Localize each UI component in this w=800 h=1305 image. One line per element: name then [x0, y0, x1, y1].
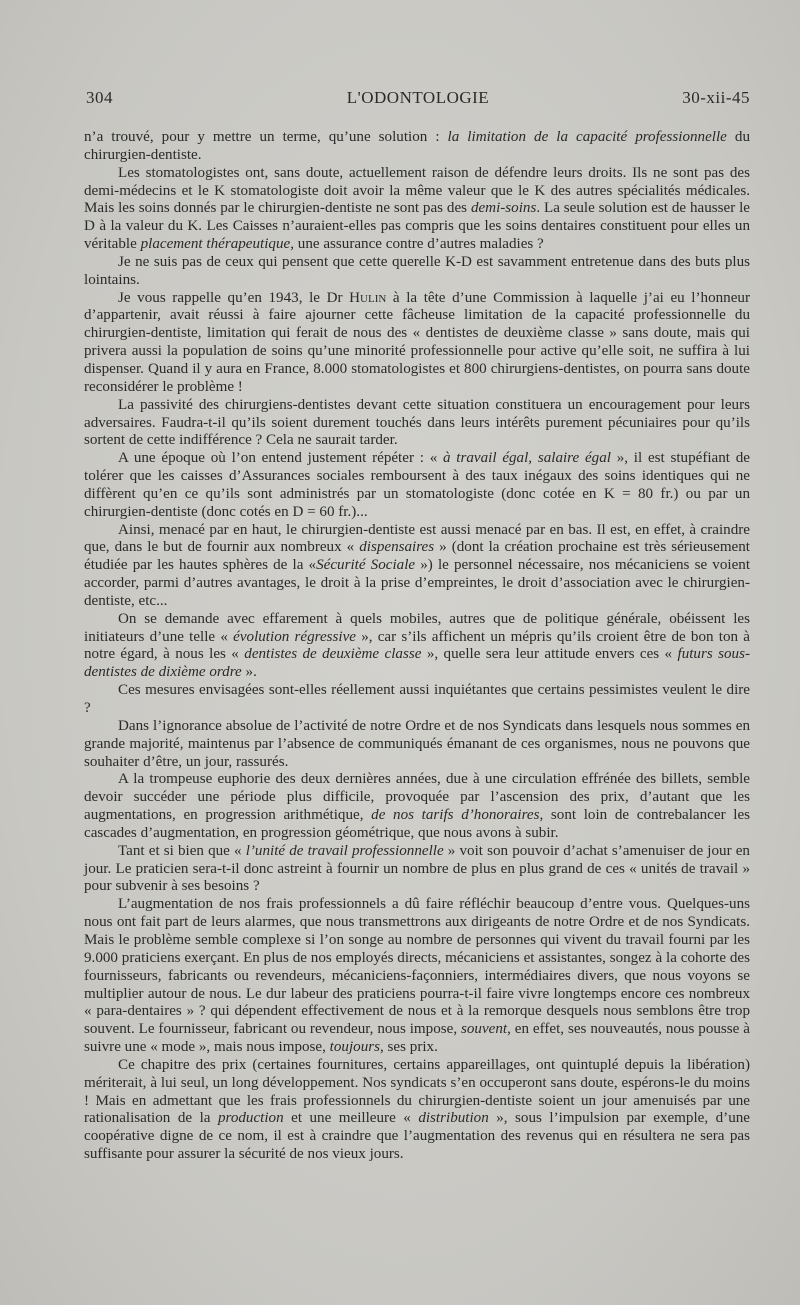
paragraph: [84, 682, 750, 718]
italic-text: évolution régressive: [233, 628, 356, 645]
paragraph: [84, 843, 750, 897]
italic-text: de nos tarifs d’honoraires: [371, 807, 540, 824]
text-run: Je ne suis pas de ceux qui pensent que cette querelle K-D est savamment entretenue dans des buts plus lointains.: [84, 253, 750, 288]
italic-text: la limitation de la capacité professionnelle: [447, 129, 727, 145]
italic-text: Sécurité Sociale: [316, 557, 416, 574]
italic-text: demi-soins: [470, 200, 537, 217]
paragraph: [84, 165, 750, 254]
italic-text: distribution: [418, 1110, 489, 1127]
text-run: L’augmentation de nos frais professionnels a dû faire réfléchir beaucoup d’entre vous. Quelques-uns nous ont fait part de leurs alarmes, que nous transmettrons aux dirigeants de notre Ordre et de nos Syndicats. Mais le problème semble complexe si l’on songe au nombre de personnes qui vivent du travail fourni par les 9.000 praticiens exerçant. En plus de nos employés directs, mécaniciens et assistantes, songez à la cohorte des fournisseurs, fabricants ou revendeurs, mécaniciens-façonniers, intermédiaires divers, que nous voyons se multiplier autour de nous. Le dur labeur des praticiens pourra-t-il faire vivre longtemps encore ces nombreux « para-dentaires » ? qui dépendent effectivement de nous et à la remorque desquels nous semblons être trop souvent. Le fournisseur, fabricant ou revendeur, nous impose,: [84, 896, 750, 1038]
text-run: », il est stupéfiant de tolérer que les caisses d’Assurances sociales remboursent à des taux inégaux des soins identiques qui ne diffèrent qu’en ce qu’ils sont administrés par un stomatologiste (donc cotée en K = 80 fr.) ou par un chirurgien-dentiste (donc cotés en D = 60 fr.)...: [84, 450, 750, 520]
text-run: et une meilleure «: [283, 1110, 419, 1127]
paragraph: [84, 1057, 750, 1164]
text-run: , ses prix.: [380, 1039, 438, 1056]
paragraph: [84, 450, 750, 521]
text-run: », car s’ils affichent un mépris qu’ils croient être de bon ton à notre égard, à nous les «: [84, 628, 750, 663]
text-run: Ces mesures envisagées sont-elles réellement aussi inquiétantes que certains pessimistes veulent le dire ?: [84, 682, 750, 716]
text-run: Je vous rappelle qu’en 1943, le Dr: [118, 289, 350, 306]
small-caps-name: Hulin: [349, 289, 387, 306]
text-run: . La seule solution est de hausser le D à la valeur du K. Les Caisses n’auraient-elles pas compris que les soins dentaires constituent pour elles un véritable: [84, 200, 750, 253]
page-number: 304: [86, 88, 113, 107]
text-run: ») le personnel nécessaire, nos mécaniciens se voient accorder, parmi d’autres avantages, le droit à la prise d’empreintes, le droit d’association avec le chirurgien-dentiste, etc...: [84, 557, 751, 609]
italic-text: placement thérapeutique: [140, 236, 291, 253]
paragraph: [84, 254, 750, 290]
text-run: » (dont la création prochaine est très sérieusement étudiée par les hautes sphères de la «: [84, 539, 750, 574]
text-run: n’a trouvé, pour y mettre un terme, qu’une solution :: [84, 129, 448, 145]
paragraph: [84, 522, 750, 611]
paragraph: [84, 611, 750, 682]
italic-text: à travail égal, salaire égal: [443, 450, 611, 467]
text-run: à la tête d’une Commission à laquelle j’ai eu l’honneur d’appartenir, avait réussi à faire ajourner cette fâcheuse limitation de la capacité professionnelle du chirurgien-dentiste, limitation qui ferait de nous des « dentistes de deuxième classe » sans doute, mais qui privera aussi la population de soins qu’une minorité professionnelle pour active qu’elle soit, ne suffira à lui dispenser. Quand il y aura en France, 8.000 stomatologistes et 800 chirurgiens-dentistes, on pourra sans doute reconsidérer le problème !: [84, 289, 750, 395]
text-run: A la trompeuse euphorie des deux dernières années, due à une circulation effrénée des billets, semble devoir succéder une période plus difficile, provoquée par l’ascension des prix, d’autant que les augmentations, en progression arithmétique,: [84, 771, 750, 824]
text-run: du chirurgien-dentiste.: [84, 129, 750, 163]
text-run: , en effet, ses nouveautés, nous pousse à suivre une « mode », mais nous impose,: [84, 1021, 750, 1056]
italic-text: l’unité de travail professionnelle: [245, 842, 444, 859]
text-run: , une assurance contre d’autres maladies ?: [290, 236, 544, 253]
text-run: Les stomatologistes ont, sans doute, actuellement raison de défendre leurs droits. Ils ne sont pas des demi-médecins et le K stomatologiste doit avoir la même valeur que le K des autres spécialités médicales. Mais les soins donnés par le chirurgien-dentiste ne sont pas des: [84, 164, 750, 217]
text-run: Tant et si bien que «: [118, 842, 246, 859]
text-run: On se demande avec effarement à quels mobiles, autres que de politique générale, obéissent les initiateurs d’une telle «: [84, 610, 750, 645]
paragraph: [84, 290, 750, 397]
paragraph: [84, 129, 750, 165]
italic-text: dentistes de deuxième classe: [244, 646, 422, 663]
italic-text: production: [217, 1110, 284, 1127]
italic-text: toujours: [329, 1039, 380, 1056]
text-run: », sous l’impulsion par exemple, d’une coopérative digne de ce nom, il est à craindre que l’augmentation des revenus qui en résultera ne sera pas suffisante pour assurer la sécurité de nos vieux jours.: [84, 1110, 750, 1163]
text-run: , sont loin de contrebalancer les cascades d’augmentation, en progression géométrique, que nous avons à subir.: [84, 807, 751, 841]
text-run: A une époque où l’on entend justement répéter : «: [118, 450, 443, 467]
text-run: La passivité des chirurgiens-dentistes devant cette situation constituera un encouragement pour leurs adversaires. Faudra-t-il qu’ils soient durement touchés dans leurs intérêts purement pécuniaires pour qu’ils sortent de cette indifférence ? Cela ne saurait tarder.: [84, 396, 750, 449]
text-run: Ainsi, menacé par en haut, le chirurgien-dentiste est aussi menacé par en bas. Il est, en effet, à craindre que, dans le but de fournir aux nombreux «: [84, 521, 750, 556]
italic-text: souvent: [461, 1021, 508, 1038]
paragraph: [84, 896, 750, 1057]
text-run: » voit son pouvoir d’achat s’amenuiser de jour en jour. Le praticien sera-t-il donc astreint à fournir un nombre de plus en plus grand de ces « unités de travail » pour subvenir à ses besoins ?: [84, 842, 750, 895]
text-run: Ce chapitre des prix (certaines fournitures, certains appareillages, ont quintuplé depuis la libération) mériterait, à lui seul, un long développement. Nos syndicats s’en occuperont sans doute, espérons-le du moins ! Mais en admettant que les frais professionnels du chirurgien-dentiste soient un jour amenuisés par une rationalisation de la: [84, 1056, 750, 1127]
issue-date: 30-xii-45: [682, 88, 750, 107]
paragraph: [84, 771, 750, 842]
article-body: [84, 129, 750, 1164]
paragraph: [84, 397, 750, 451]
italic-text: futurs sous-dentistes de dixième ordre: [84, 646, 750, 681]
text-run: Dans l’ignorance absolue de l’activité de notre Ordre et de nos Syndicats dans lesquels nous sommes en grande majorité, maintenus par l’absence de communiqués émanant de ces organismes, nous ne pouvons que souhaiter d’être, un jour, rassurés.: [84, 717, 750, 770]
text-run: ».: [241, 664, 257, 681]
text-run: », quelle sera leur attitude envers ces «: [421, 646, 678, 663]
italic-text: dispensaires: [359, 539, 435, 556]
journal-title: L'ODONTOLOGIE: [346, 88, 490, 107]
paragraph: [84, 718, 750, 772]
